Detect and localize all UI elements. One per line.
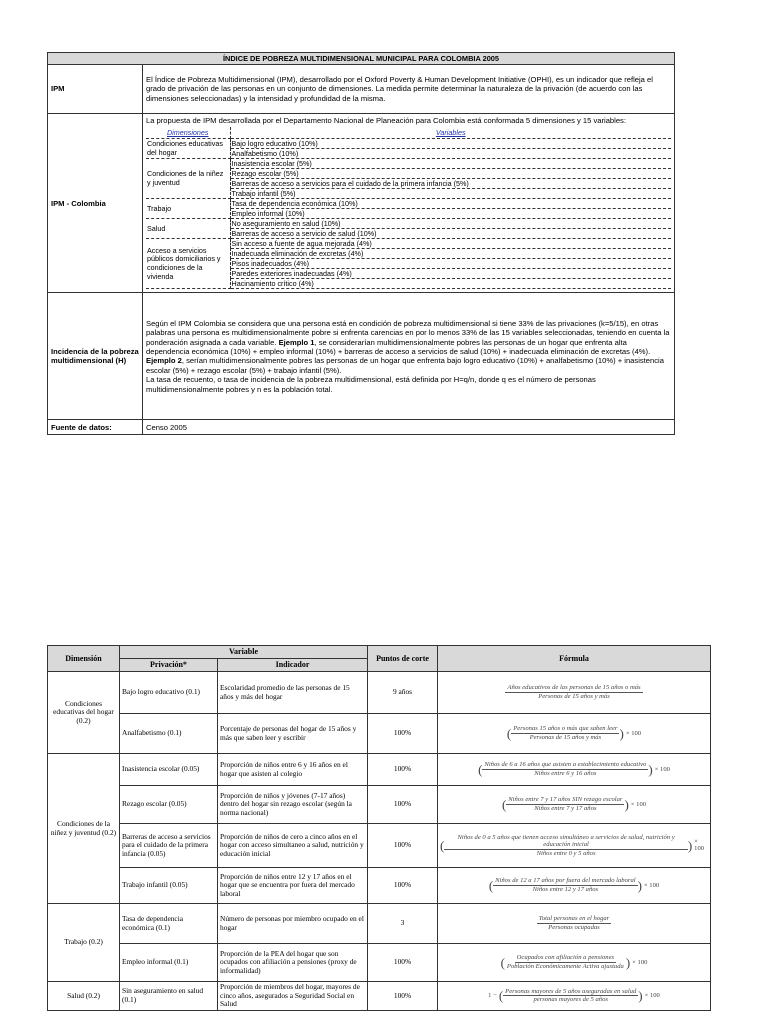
formula-cell [438, 786, 711, 824]
formula [440, 761, 708, 777]
formula-multiplier: × 100 [625, 729, 642, 737]
fraction [505, 954, 626, 970]
paren-open: ( [506, 726, 512, 741]
paren-open: ( [478, 762, 483, 777]
formula-multiplier: × 100 [632, 958, 648, 966]
variable-name: Barreras de acceso a servicio de salud (10%) [230, 229, 671, 239]
formula [440, 796, 708, 812]
dimensions-variables-table [146, 127, 671, 289]
formula-denominator: Niños entre 6 y 16 años [534, 770, 597, 777]
variable-name: Hacinamiento crítico (4%) [230, 279, 671, 289]
indicador-cell: Escolaridad promedio de las personas de 15 años y más del hogar [218, 672, 368, 714]
indicador-cell: Proporción de niños y jóvenes (7-17 años) dentro del hogar sin rezago escolar (según la norma nacional) [218, 786, 368, 824]
incidence-text-3: , serían multidimensionalmente pobres las personas de un hogar que enfrenta bajo logro educativo (10%) + analfabetismo (10%) + inasistencia escolar (5%) + rezago escolar (5%) + trabajo infantil (5%). [146, 356, 664, 375]
table-row [48, 754, 711, 786]
paren-close: ) [619, 726, 624, 741]
table-row [48, 904, 711, 944]
cutoff-cell: 3 [368, 904, 438, 944]
formula-lead: 1 − [488, 991, 497, 999]
indicador-cell: Proporción de niños de cero a cinco años en el hogar con acceso simultaneo a salud, nutrición y educación inicial [218, 824, 368, 868]
formula-cell [438, 904, 711, 944]
indicador-cell: Proporción de miembros del hogar, mayores de cinco años, asegurados a Seguridad Social en Salud [218, 982, 368, 1011]
source-label: Fuente de datos: [48, 420, 143, 435]
cutoff-cell: 100% [368, 982, 438, 1011]
formula-denominator: personas mayores de 5 años [533, 996, 608, 1004]
formula-denominator: Personas de 15 años y más [529, 734, 602, 741]
dimension-name: Trabajo [146, 199, 230, 219]
table-row [48, 824, 711, 868]
variable-name: Sin acceso a fuente de agua mejorada (4%) [230, 239, 671, 249]
formula [440, 877, 708, 893]
variable-name: Paredes exteriores inadecuadas (4%) [230, 269, 671, 279]
fraction [444, 834, 687, 858]
ipm-colombia-intro: La propuesta de IPM desarrollada por el Departamento Nacional de Planeación para Colombia está conformada 5 dimensiones y 15 variables: [146, 116, 626, 125]
paren-close: ) [637, 878, 642, 893]
formula-cell [438, 944, 711, 982]
formula-numerator: Niños de 6 a 16 años que asisten a establecimiento educativo [484, 761, 647, 769]
dimension-name: Acceso a servicios públicos domiciliarios y condiciones de la vivienda [146, 239, 230, 289]
privacion-header: Privación* [120, 659, 218, 672]
paren-open: ( [501, 797, 507, 812]
incidence-text-2: , se considerarían multidimensionalmente pobres las personas de un hogar que enfrenta alta dependencia económica (10%) + empleo informal (10%) + barreras de acceso a servicios de salud (10%) + inadecuada eliminación de excretas (4%). [146, 337, 651, 356]
example-2-label: Ejemplo 2 [146, 356, 182, 366]
formula-denominator: Personas ocupadas [548, 924, 600, 931]
source-value: Censo 2005 [143, 420, 675, 435]
fraction [506, 796, 624, 812]
variable-name: Rezago escolar (5%) [230, 169, 671, 179]
ipm-colombia-cell [143, 114, 675, 293]
incidence-description [143, 293, 675, 420]
formula [440, 915, 708, 931]
formula [440, 725, 708, 741]
formula-cell [438, 754, 711, 786]
formula-numerator: Total personas en el hogar [538, 915, 610, 923]
variable-name: Analfabetismo (10%) [230, 149, 671, 159]
formula-numerator: Ocupados con afiliación a pensiones [516, 954, 615, 962]
formula [440, 954, 708, 970]
cutoff-cell: 100% [368, 714, 438, 754]
formula-cell [438, 982, 711, 1011]
formula-denominator: Niños entre 7 y 17 años [534, 805, 597, 812]
cutoff-cell: 9 años [368, 672, 438, 714]
dimension-name: Condiciones educativas del hogar [146, 139, 230, 159]
incidence-text-4: La tasa de recuento, o tasa de incidencia de la pobreza multidimensional, está definida por H=q/n, donde q es el número de personas multidimensionalmente pobres y n es la población total. [146, 375, 596, 394]
formula-numerator: Niños de 12 a 17 años por fuera del mercado laboral [495, 877, 636, 885]
formula-multiplier: × 100 [644, 991, 660, 999]
variable-name: Barreras de acceso a servicios para el cuidado de la primera infancia (5%) [230, 179, 671, 189]
paren-open: ( [488, 878, 494, 893]
privacion-cell: Tasa de dependencia económica (0.1) [120, 904, 218, 944]
ipm-detail-table [47, 645, 711, 1011]
privacion-cell: Rezago escolar (0.05) [120, 786, 218, 824]
formula-header: Fórmula [438, 646, 711, 672]
privacion-cell: Barreras de acceso a servicios para el cuidado de la primera infancia (0.05) [120, 824, 218, 868]
example-1-label: Ejemplo 1 [278, 337, 315, 347]
formula-multiplier: × 100 [694, 837, 705, 853]
indicador-cell: Proporción de niños entre 12 y 17 años en el hogar que se encuentra por fuera del mercado laboral [218, 868, 368, 904]
paren-open: ( [500, 955, 505, 970]
table-row [48, 786, 711, 824]
dimension-name: Condiciones de la niñez y juventud [146, 159, 230, 199]
indicador-cell: Proporción de la PEA del hogar que son ocupados con afiliación a pensiones (proxy de informalidad) [218, 944, 368, 982]
paren-close: ) [625, 955, 631, 970]
formula-denominator: Personas de 15 años y más [538, 693, 610, 700]
cutoff-header: Puntos de corte [368, 646, 438, 672]
formula-numerator: Años educativos de las personas de 15 años o más [507, 684, 641, 692]
variable-name: Trabajo infantil (5%) [230, 189, 671, 199]
cutoff-cell: 100% [368, 786, 438, 824]
formula-denominator: Niños entre 0 y 5 años [536, 849, 596, 857]
indicador-cell: Porcentaje de personas del hogar de 15 años y más que saben leer y escribir [218, 714, 368, 754]
formula-multiplier: × 100 [630, 800, 647, 808]
variable-name: Inadecuada eliminación de excretas (4%) [230, 249, 671, 259]
variable-header: Variable [120, 646, 368, 659]
indicador-header: Indicador [218, 659, 368, 672]
indicador-cell: Número de personas por miembro ocupado en el hogar [218, 904, 368, 944]
variable-name: Pisos inadecuados (4%) [230, 259, 671, 269]
formula-cell [438, 824, 711, 868]
paren-close: ) [624, 797, 629, 812]
paren-open: ( [498, 988, 504, 1004]
fraction [537, 915, 611, 931]
formula-multiplier: × 100 [643, 881, 660, 889]
cutoff-cell: 100% [368, 824, 438, 868]
formula-numerator: Niños entre 7 y 17 años SIN rezago escolar [508, 796, 623, 804]
cutoff-cell: 100% [368, 944, 438, 982]
formula-numerator: Personas 15 años o más que saben leer [513, 725, 618, 733]
formula-denominator: Niños entre 12 y 17 años [532, 886, 599, 893]
fraction [505, 684, 642, 700]
table-row [48, 714, 711, 754]
privacion-cell: Sin aseguramiento en salud (0.1) [120, 982, 218, 1011]
variable-name: Bajo logro educativo (10%) [230, 139, 671, 149]
formula [440, 834, 708, 858]
table-row [48, 868, 711, 904]
incidence-text-1: Según el IPM Colombia se considera que una persona está en condición de pobreza multidimensional si tiene 33% de las privaciones (k=5/15), en otras palabras una persona es multidimensionalmente pobre si enfrenta carencias en por lo menos 33% de las 15 variables seleccionadas, teniendo en cuenta la ponderación asignada a cada variable. [146, 318, 670, 347]
overview-title: ÍNDICE DE POBREZA MULTIDIMENSIONAL MUNICIPAL PARA COLOMBIA 2005 [48, 53, 675, 65]
paren-close: ) [687, 837, 693, 853]
variable-name: No aseguramiento en salud (10%) [230, 219, 671, 229]
dimension-cell: Condiciones de la niñez y juventud (0.2) [48, 754, 120, 904]
variable-name: Inasistencia escolar (5%) [230, 159, 671, 169]
formula-cell [438, 868, 711, 904]
variable-name: Tasa de dependencia económica (10%) [230, 199, 671, 209]
dimensions-header: Dimensiones [146, 127, 230, 139]
variable-name: Empleo informal (10%) [230, 209, 671, 219]
indicador-cell: Proporción de niños entre 6 y 16 años en el hogar que asisten al colegio [218, 754, 368, 786]
privacion-cell: Trabajo infantil (0.05) [120, 868, 218, 904]
formula [440, 988, 708, 1004]
paren-close: ) [648, 762, 653, 777]
formula-numerator: Niños de 0 a 5 años que tienen acceso simultáneo a servicios de salud, nutrición y educación inicial [444, 834, 687, 850]
privacion-cell: Bajo logro educativo (0.1) [120, 672, 218, 714]
ipm-overview-table [47, 52, 675, 435]
cutoff-cell: 100% [368, 754, 438, 786]
incidence-label: Incidencia de la pobreza multidimensional (H) [48, 293, 143, 420]
formula-multiplier: × 100 [654, 765, 670, 773]
dimension-cell: Salud (0.2) [48, 982, 120, 1011]
dimension-header: Dimensión [48, 646, 120, 672]
fraction [482, 761, 648, 777]
fraction [493, 877, 637, 893]
fraction [511, 725, 619, 741]
privacion-cell: Analfabetismo (0.1) [120, 714, 218, 754]
table-row [48, 944, 711, 982]
paren-close: ) [638, 988, 643, 1004]
formula-cell [438, 714, 711, 754]
ipm-colombia-label: IPM - Colombia [48, 114, 143, 293]
table-row [48, 672, 711, 714]
dimension-cell: Trabajo (0.2) [48, 904, 120, 982]
formula-cell [438, 672, 711, 714]
ipm-description: El Índice de Pobreza Multidimensional (IPM), desarrollado por el Oxford Poverty & Human Development Initiative (OPHI), es un indicador que refleja el grado de privación de las personas en un conjunto de dimensiones. La medida permite determinar la naturaleza de la privación (de acuerdo con las dimensiones seleccionadas) y la intensidad y profundidad de la misma. [143, 65, 675, 114]
privacion-cell: Inasistencia escolar (0.05) [120, 754, 218, 786]
dimension-name: Salud [146, 219, 230, 239]
formula-denominator: Población Económicamente Activa ajustada [506, 963, 624, 970]
formula [440, 684, 708, 700]
cutoff-cell: 100% [368, 868, 438, 904]
table-row [48, 982, 711, 1011]
fraction [503, 988, 638, 1004]
privacion-cell: Empleo informal (0.1) [120, 944, 218, 982]
ipm-label: IPM [48, 65, 143, 114]
paren-open: ( [440, 837, 445, 853]
formula-numerator: Personas mayores de 5 años aseguradas en salud [505, 987, 637, 995]
dimension-cell: Condiciones educativas del hogar (0.2) [48, 672, 120, 754]
variables-header: Variables [230, 127, 671, 139]
